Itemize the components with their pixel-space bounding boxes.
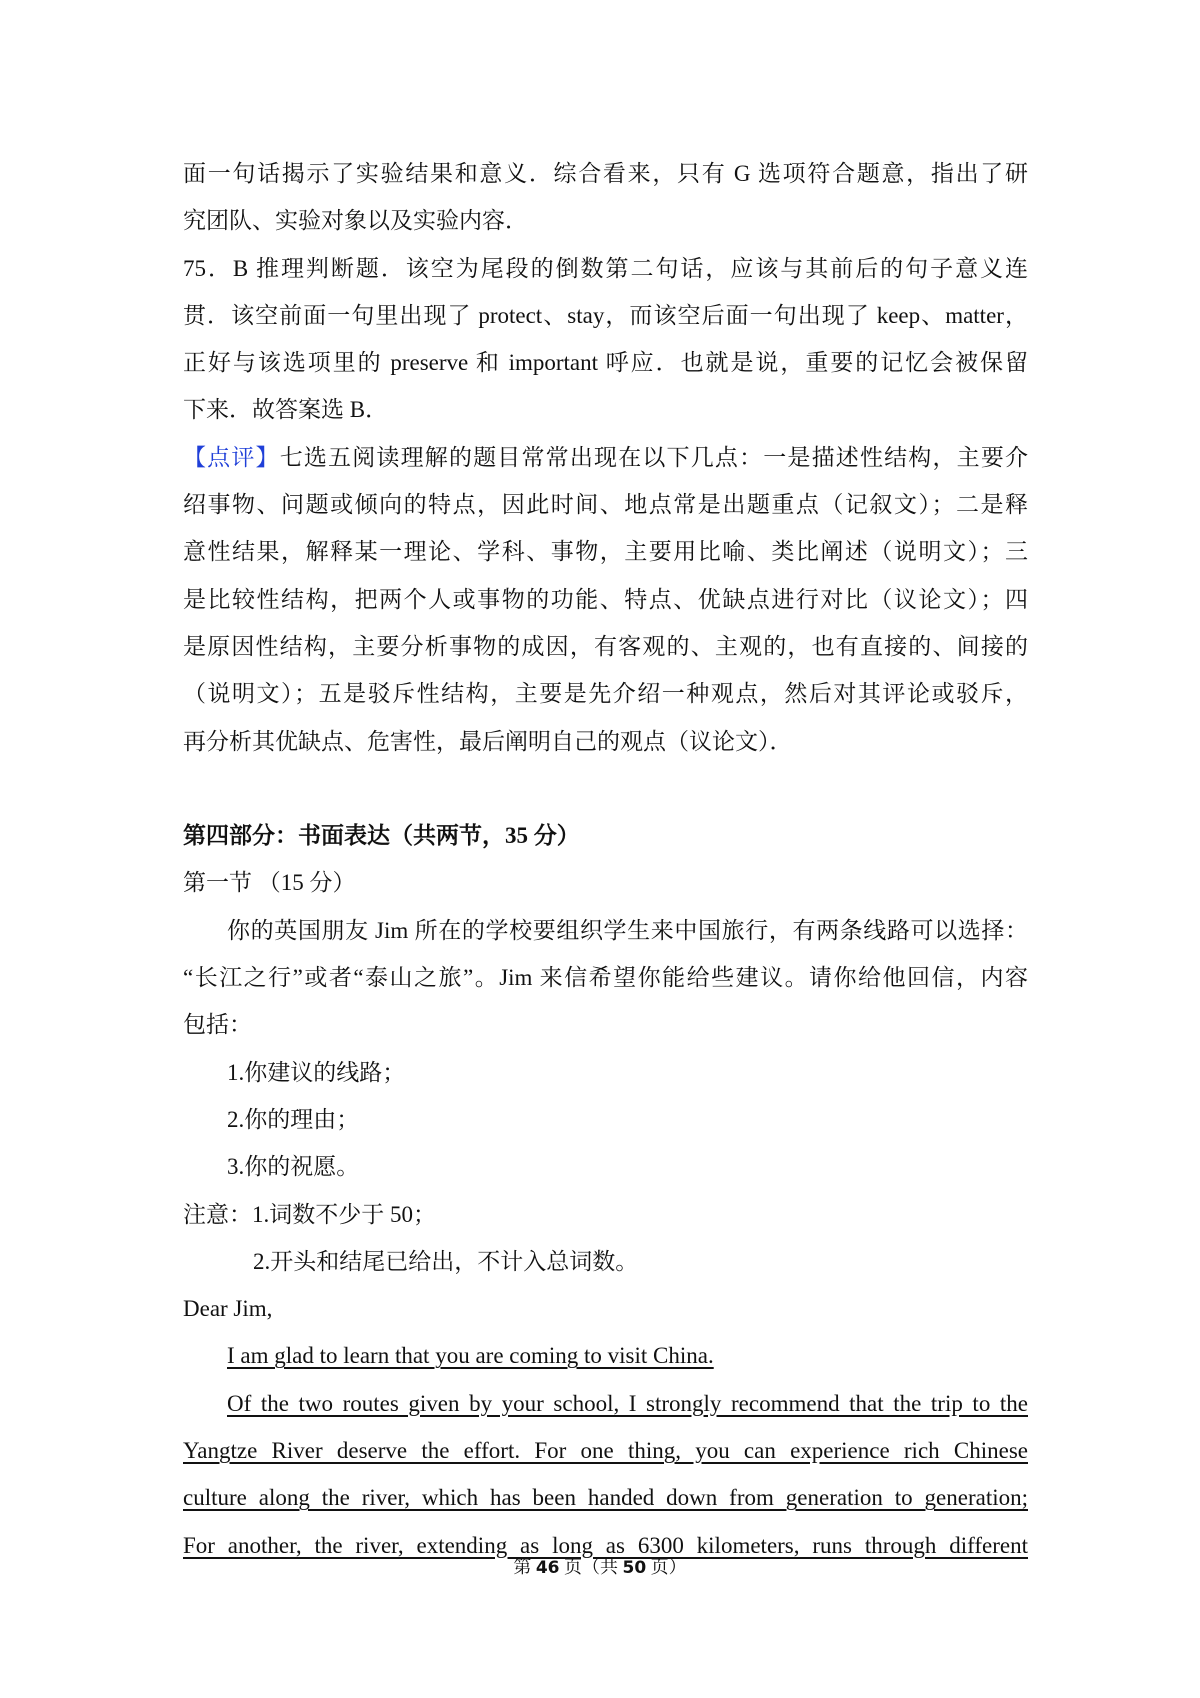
footer-middle: 页（共	[559, 1557, 623, 1577]
page-content	[183, 150, 1028, 1569]
section1-heading: 第一节 （15 分）	[183, 870, 356, 896]
analysis-line-2: 究团队、实验对象以及实验内容．	[183, 208, 528, 234]
requirement-item-3: 3.你的祝愿。	[227, 1154, 360, 1180]
requirement-item-1: 1.你建议的线路；	[227, 1059, 406, 1085]
part4-heading: 第四部分：书面表达（共两节，35 分）	[183, 823, 580, 849]
prompt-line-1: 你的英国朋友 Jim 所在的学校要组织学生来中国旅行，有两条线路可以选择：	[227, 917, 1028, 943]
answer-75-line-3: 正好与该选项里的 preserve 和 important 呼应．也就是说，重要的记忆会被保留	[183, 350, 1028, 376]
note-line-2: 2.开头和结尾已给出，不计入总词数。	[253, 1248, 639, 1274]
answer-75-line-1: 75．B 推理判断题．该空为尾段的倒数第二句话，应该与其前后的句子意义连	[183, 255, 1028, 281]
footer-total-pages: 50	[622, 1558, 647, 1578]
comment-tag: 【点评】	[183, 444, 280, 470]
prompt-line-2: “长江之行”或者“泰山之旅”。Jim 来信希望你能给些建议。请你给他回信，内容	[183, 965, 1028, 991]
letter-p2-line-4: For another, the river, extending as long as 6300 kilometers, runs through different	[183, 1532, 1028, 1558]
answer-75-line-4: 下来．故答案选 B．	[183, 397, 389, 423]
letter-greeting: Dear Jim,	[183, 1296, 273, 1322]
footer-page-number: 46	[535, 1558, 560, 1578]
letter-p2-line-1: Of the two routes given by your school, I strongly recommend that the trip to the	[227, 1390, 1028, 1416]
comment-line-3: 意性结果，解释某一理论、学科、事物，主要用比喻、类比阐述（说明文）；三	[183, 539, 1028, 565]
prompt-line-3: 包括：	[183, 1012, 252, 1038]
page-footer	[0, 1555, 1200, 1580]
comment-line-4: 是比较性结构，把两个人或事物的功能、特点、优缺点进行对比（议论文）；四	[183, 586, 1028, 612]
section-spacer	[183, 765, 1028, 812]
footer-prefix: 第	[513, 1557, 536, 1577]
comment-text: 七选五阅读理解的题目常常出现在以下几点：一是描述性结构，主要介	[279, 444, 1029, 470]
answer-75-line-2: 贯．该空前面一句里出现了 protect、stay，而该空后面一句出现了 keep、matter，	[183, 302, 1028, 328]
comment-line-5: 是原因性结构，主要分析事物的成因，有客观的、主观的，也有直接的、间接的	[183, 633, 1028, 659]
comment-line-2: 绍事物、问题或倾向的特点，因此时间、地点常是出题重点（记叙文）；二是释	[183, 492, 1028, 518]
letter-p2-line-2: Yangtze River deserve the effort. For one thing, you can experience rich Chinese	[183, 1438, 1028, 1464]
letter-p2-line-3: culture along the river, which has been handed down from generation to generation;	[183, 1485, 1028, 1511]
requirement-item-2: 2.你的理由；	[227, 1106, 360, 1132]
note-line-1: 注意：1.词数不少于 50；	[183, 1201, 436, 1227]
footer-suffix: 页）	[646, 1557, 687, 1577]
comment-line-1	[183, 434, 1028, 481]
analysis-line-1: 面一句话揭示了实验结果和意义．综合看来，只有 G 选项符合题意，指出了研	[183, 161, 1028, 186]
letter-p1-text: I am glad to learn that you are coming to visit China.	[227, 1343, 714, 1369]
comment-line-7: 再分析其优缺点、危害性，最后阐明自己的观点（议论文）．	[183, 728, 793, 754]
comment-line-6: （说明文）；五是驳斥性结构，主要是先介绍一种观点，然后对其评论或驳斥，	[183, 681, 1028, 707]
letter-paragraph-1	[183, 1332, 1028, 1379]
